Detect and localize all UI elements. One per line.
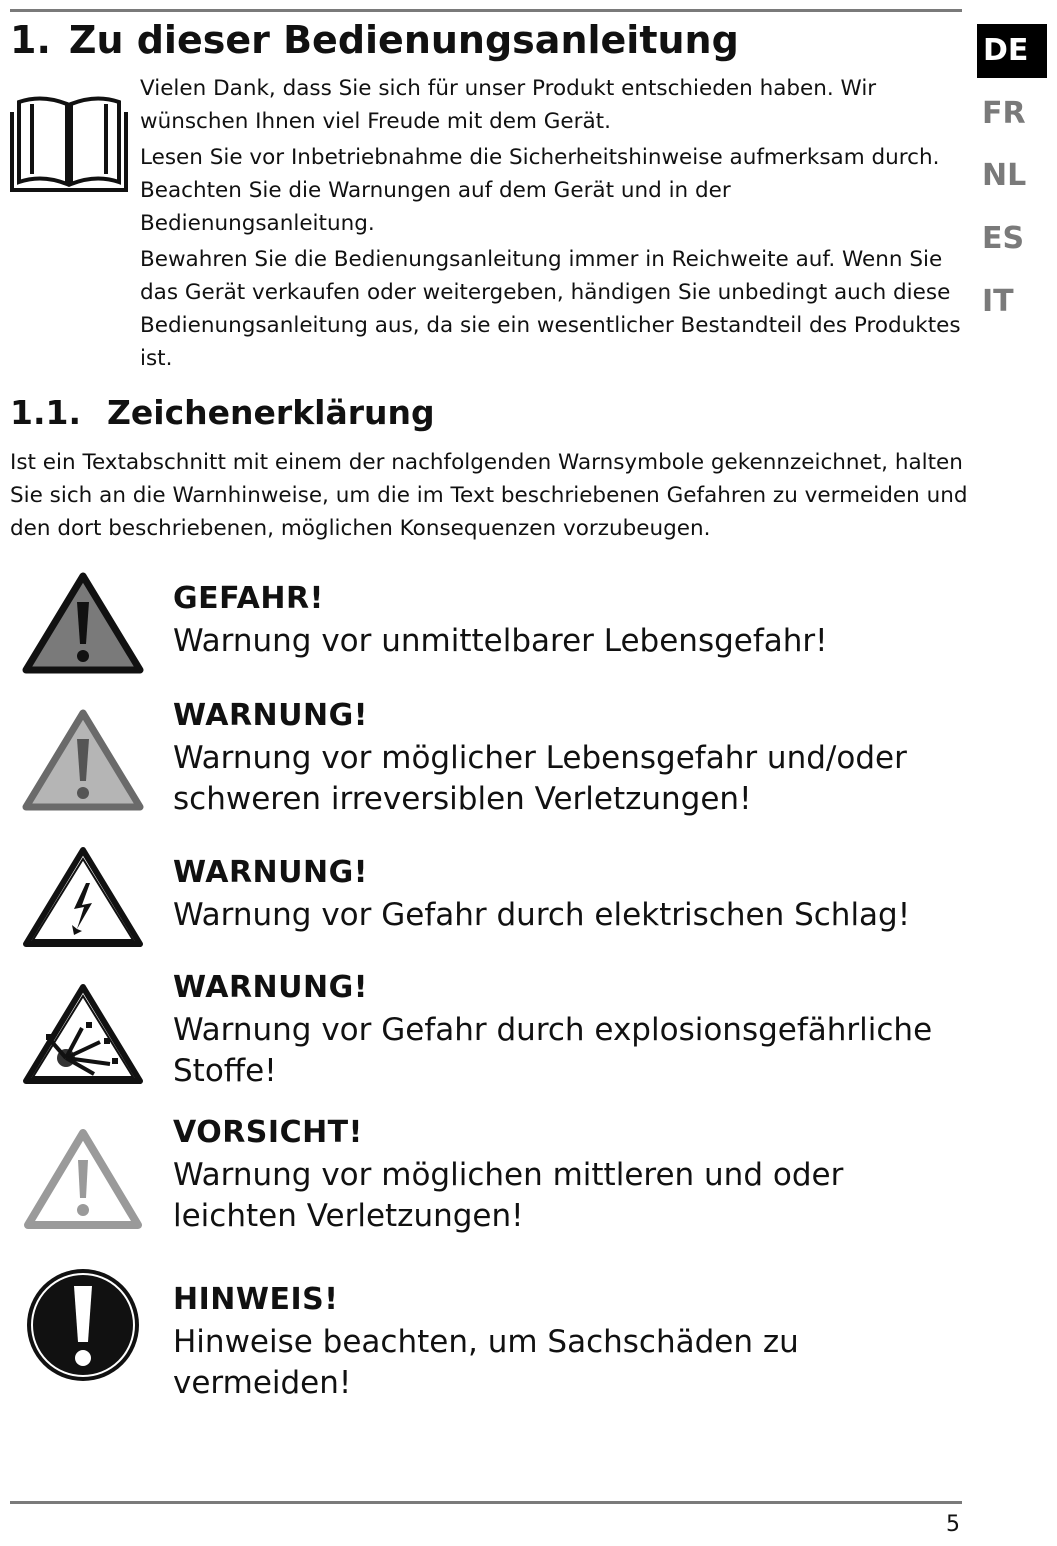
intro-paragraph: Bewahren Sie die Bedienungsanleitung immer in Reichweite auf. Wenn Sie das Gerät verkaufen oder weitergeben, händigen Sie unbedingt auch diese Bedienungsanleitung aus, da sie ein wesentlicher Bestandteil des Produktes ist. [140,247,961,371]
bottom-rule [10,1501,962,1504]
sign-electric [173,853,973,936]
sign-caution [173,1113,973,1237]
explosion-icon [22,982,144,1092]
section-1-1-number: 1.1. [10,393,81,432]
sign-description: Warnung vor möglichen mittleren und oder leichten Verletzungen! [173,1157,844,1234]
notice-exclamation-icon [22,1266,144,1384]
section-1-title: Zu dieser Bedienungsanleitung [68,18,739,62]
danger-triangle-icon [22,572,144,682]
sign-description: Warnung vor unmittelbarer Lebensgefahr! [173,623,828,659]
sign-description: Warnung vor möglicher Lebensgefahr und/oder schweren irreversiblen Verletzungen! [173,740,907,817]
sign-notice [173,1280,973,1404]
sign-danger [173,579,973,662]
sign-heading: HINWEIS! [173,1282,339,1317]
section-1-heading [10,18,739,62]
lang-tab-fr[interactable]: FR [982,96,1026,131]
manual-book-icon [10,90,128,194]
sign-heading: WARNUNG! [173,698,368,733]
lang-tab-it[interactable]: IT [982,284,1014,319]
lang-tab-es[interactable]: ES [982,221,1025,256]
electric-shock-icon [22,845,144,955]
intro-paragraph: Lesen Sie vor Inbetriebnahme die Sicherheitshinweise aufmerksam durch. Beachten Sie die Warnungen auf dem Gerät und in der Bedienungsanleitung. [140,145,940,236]
intro-paragraph: Vielen Dank, dass Sie sich für unser Produkt entschieden haben. Wir wünschen Ihnen viel Freude mit dem Gerät. [140,76,877,134]
section-1-1-heading [10,393,435,432]
caution-triangle-icon [22,1128,144,1238]
intro-text [140,72,970,378]
sign-heading: WARNUNG! [173,970,368,1005]
warning-triangle-icon [22,709,144,819]
sign-heading: WARNUNG! [173,855,368,890]
sign-heading: VORSICHT! [173,1115,363,1150]
lang-tab-de[interactable]: DE [977,24,1047,78]
sign-description: Warnung vor Gefahr durch explosionsgefährliche Stoffe! [173,1012,933,1089]
section-1-1-title: Zeichenerklärung [107,393,435,432]
legend-intro-text: Ist ein Textabschnitt mit einem der nachfolgenden Warnsymbole gekennzeichnet, halten Sie sich an die Warnhinweise, um die im Text beschriebenen Gefahren zu vermeiden und den dort beschriebenen, möglichen Konsequenzen vorzubeugen. [10,450,968,541]
sign-explosion [173,968,973,1092]
page-number: 5 [946,1512,960,1537]
sign-description: Hinweise beachten, um Sachschäden zu vermeiden! [173,1324,799,1401]
sign-description: Warnung vor Gefahr durch elektrischen Schlag! [173,897,911,933]
sign-heading: GEFAHR! [173,581,324,616]
section-1-number: 1. [10,18,51,62]
top-rule [10,9,962,12]
lang-tab-nl[interactable]: NL [982,158,1027,193]
sign-warning [173,696,973,820]
